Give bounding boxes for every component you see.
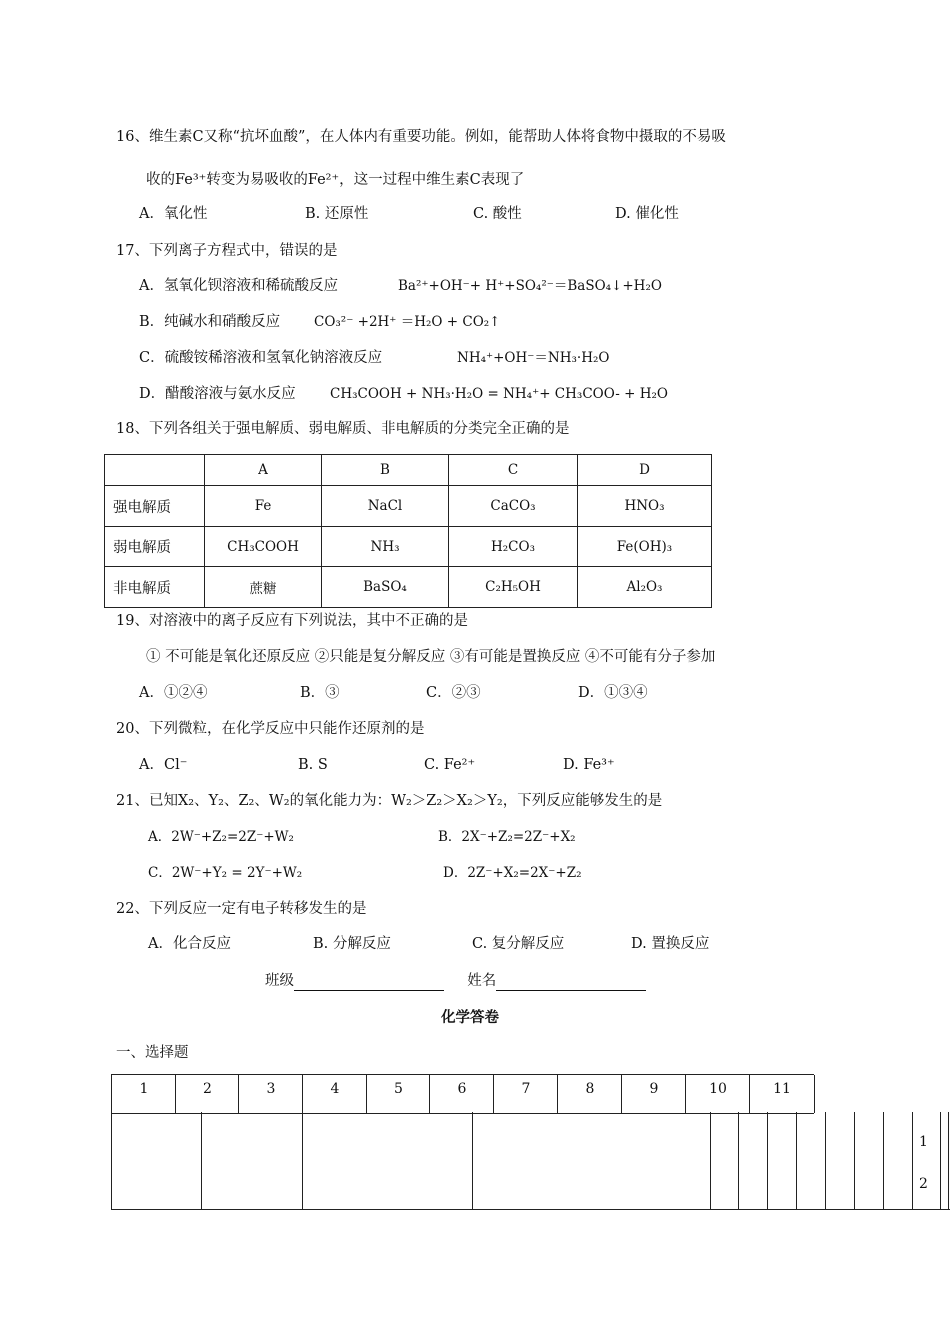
- q17-option-d-label: D．醋酸溶液与氨水反应: [139, 386, 296, 402]
- q19-stem: 19、对溶液中的离子反应有下列说法，其中不正确的是: [116, 613, 468, 629]
- table-row: [105, 567, 712, 608]
- table-cell: CaCO₃: [449, 486, 578, 527]
- answer-number: 9: [621, 1075, 686, 1113]
- name-label: 姓名: [467, 973, 497, 989]
- table-cell: NaCl: [322, 486, 449, 527]
- electrolyte-table: [104, 454, 712, 608]
- q16-option-c: C. 酸性: [473, 206, 522, 222]
- q22-option-d: D. 置换反应: [631, 936, 710, 952]
- class-label: 班级: [265, 973, 294, 989]
- q20-option-a: A．Cl⁻: [139, 757, 188, 773]
- answer-number: 6: [429, 1075, 494, 1113]
- table-cell: NH₃: [322, 526, 449, 567]
- table-cell: HNO₃: [578, 486, 712, 527]
- answer-number: 8: [557, 1075, 622, 1113]
- q21-option-a: A．2W⁻+Z₂=2Z⁻+W₂: [148, 829, 294, 845]
- q22-stem: 22、下列反应一定有电子转移发生的是: [116, 901, 367, 917]
- q16-line1: 16、维生素C又称“抗坏血酸”，在人体内有重要功能。例如，能帮助人体将食物中摄取的不易吸: [116, 129, 726, 145]
- answer-number-row: [111, 1074, 814, 1114]
- row-label-weak: 弱电解质: [105, 526, 205, 567]
- table-header-blank: [105, 455, 205, 486]
- table-cell: Al₂O₃: [578, 567, 712, 608]
- q21-option-d: D．2Z⁻+X₂=2X⁻+Z₂: [443, 865, 582, 881]
- q19-option-b: B．③: [300, 685, 340, 701]
- q16-option-a: A．氧化性: [139, 206, 208, 222]
- table-cell: 蔗糖: [205, 567, 322, 608]
- side-number-1: 1: [919, 1134, 928, 1150]
- q21-option-c: C．2W⁻+Y₂ = 2Y⁻+W₂: [148, 865, 303, 881]
- q19-option-a: A．①②④: [139, 685, 208, 701]
- answer-number: 1: [111, 1075, 176, 1113]
- q16-line2: 收的Fe³⁺转变为易吸收的Fe²⁺，这一过程中维生素C表现了: [146, 172, 525, 188]
- q17-option-a-equation: Ba²⁺+OH⁻+ H⁺+SO₄²⁻＝BaSO₄↓+H₂O: [398, 278, 662, 294]
- answer-sheet-title: 化学答卷: [441, 1009, 499, 1026]
- answer-blank-row: [111, 1112, 950, 1210]
- q18-stem: 18、下列各组关于强电解质、弱电解质、非电解质的分类完全正确的是: [116, 421, 570, 437]
- class-name-line: [265, 971, 646, 991]
- q17-option-d-equation: CH₃COOH + NH₃·H₂O = NH₄⁺+ CH₃COO- + H₂O: [330, 386, 668, 402]
- q17-option-a-label: A．氢氧化钡溶液和稀硫酸反应: [139, 278, 338, 294]
- answer-number: 3: [238, 1075, 303, 1113]
- section-heading: 一、选择题: [116, 1045, 189, 1061]
- q22-option-b: B. 分解反应: [313, 936, 391, 952]
- q22-option-a: A．化合反应: [148, 936, 231, 952]
- table-cell: Fe: [205, 486, 322, 527]
- answer-number: 7: [493, 1075, 558, 1113]
- answer-number: 11: [749, 1075, 815, 1113]
- q19-option-d: D．①③④: [578, 685, 648, 701]
- q16-option-b: B. 还原性: [305, 206, 369, 222]
- table-header-b: B: [322, 455, 449, 486]
- table-cell: BaSO₄: [322, 567, 449, 608]
- table-cell: CH₃COOH: [205, 526, 322, 567]
- row-label-non: 非电解质: [105, 567, 205, 608]
- q20-option-d: D. Fe³⁺: [563, 757, 615, 773]
- name-blank[interactable]: [496, 974, 646, 991]
- q17-option-b-label: B．纯碱水和硝酸反应: [139, 314, 281, 330]
- q17-option-c-label: C．硫酸铵稀溶液和氢氧化钠溶液反应: [139, 350, 383, 366]
- q19-option-c: C．②③: [426, 685, 481, 701]
- q22-option-c: C. 复分解反应: [472, 936, 565, 952]
- q17-stem: 17、下列离子方程式中，错误的是: [116, 243, 338, 259]
- q20-stem: 20、下列微粒，在化学反应中只能作还原剂的是: [116, 721, 425, 737]
- q20-option-c: C. Fe²⁺: [424, 757, 476, 773]
- table-cell: H₂CO₃: [449, 526, 578, 567]
- answer-number: 4: [302, 1075, 367, 1113]
- table-header-c: C: [449, 455, 578, 486]
- table-cell: C₂H₅OH: [449, 567, 578, 608]
- q21-option-b: B．2X⁻+Z₂=2Z⁻+X₂: [438, 829, 576, 845]
- row-label-strong: 强电解质: [105, 486, 205, 527]
- class-blank[interactable]: [294, 974, 444, 991]
- side-number-2: 2: [919, 1176, 928, 1192]
- answer-number: 5: [366, 1075, 430, 1113]
- q17-option-b-equation: CO₃²⁻ +2H⁺ ＝H₂O + CO₂↑: [314, 314, 501, 330]
- table-row: [105, 486, 712, 527]
- q17-option-c-equation: NH₄⁺+OH⁻＝NH₃·H₂O: [457, 350, 610, 366]
- q16-option-d: D. 催化性: [615, 206, 679, 222]
- q20-option-b: B. S: [298, 757, 328, 773]
- table-header-a: A: [205, 455, 322, 486]
- q21-stem: 21、已知X₂、Y₂、Z₂、W₂的氧化能力为：W₂＞Z₂＞X₂＞Y₂，下列反应能够发生的是: [116, 793, 663, 809]
- table-row: [105, 526, 712, 567]
- table-cell: Fe(OH)₃: [578, 526, 712, 567]
- answer-number: 2: [175, 1075, 239, 1113]
- table-header-d: D: [578, 455, 712, 486]
- q19-statements: ① 不可能是氧化还原反应 ②只能是复分解反应 ③有可能是置换反应 ④不可能有分子参加: [146, 649, 716, 665]
- answer-number: 10: [685, 1075, 750, 1113]
